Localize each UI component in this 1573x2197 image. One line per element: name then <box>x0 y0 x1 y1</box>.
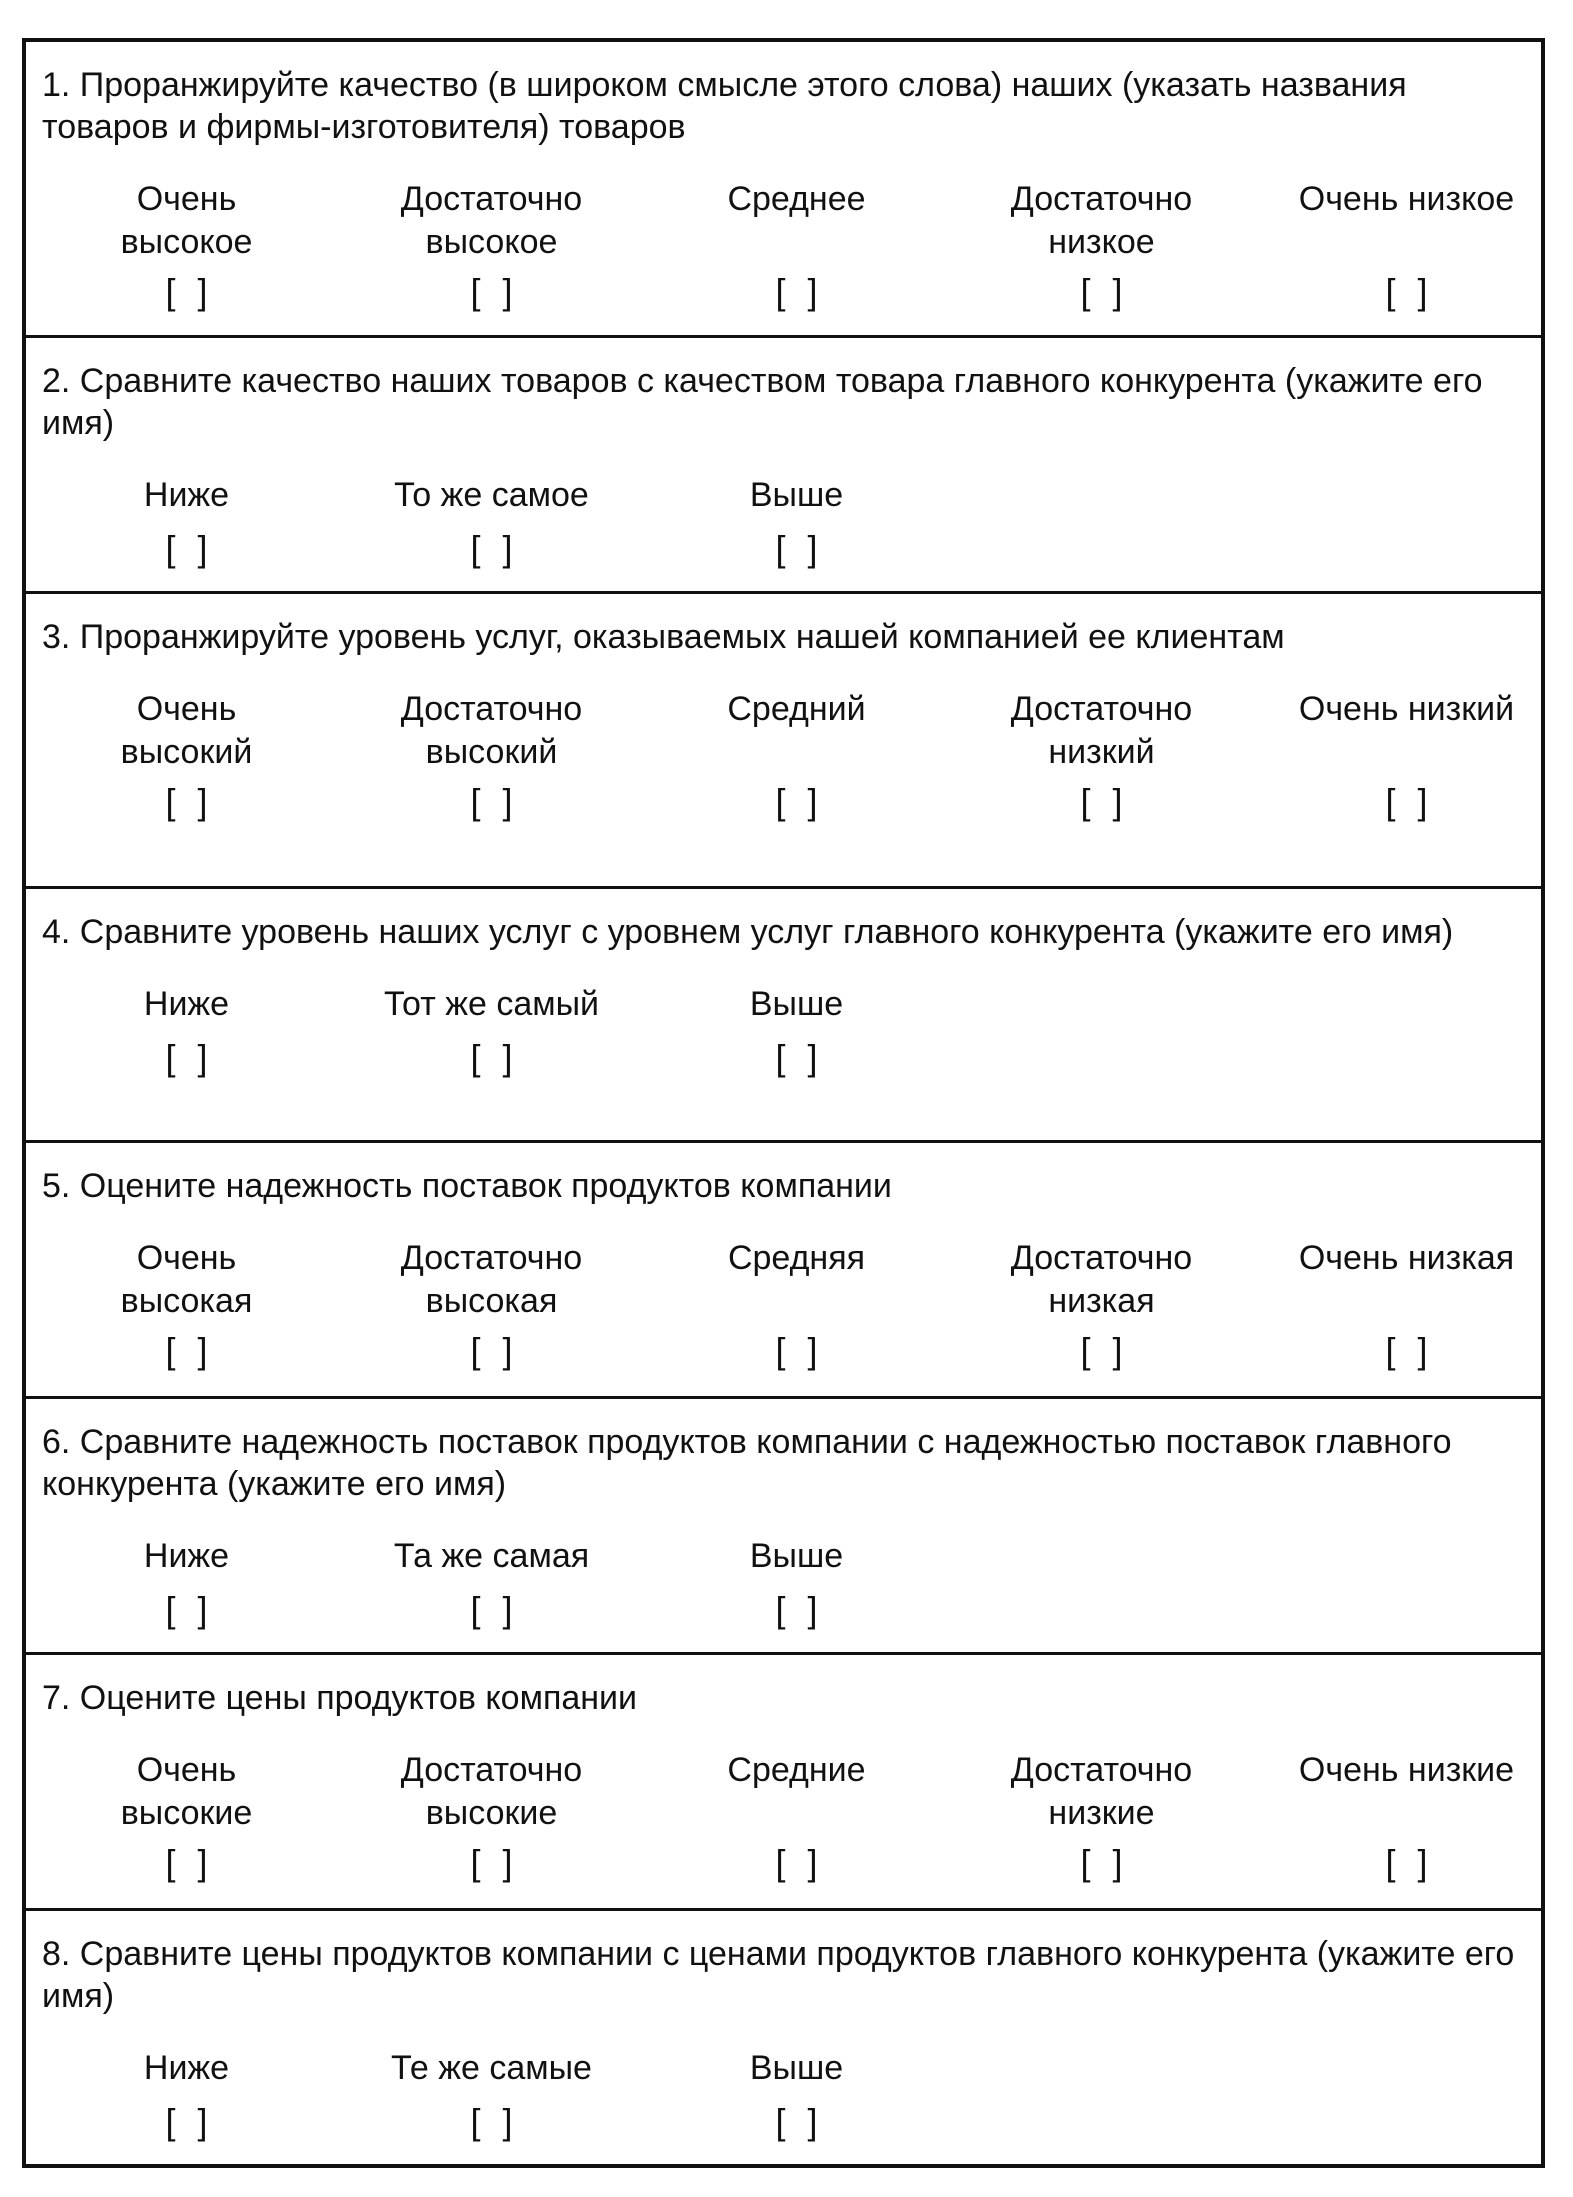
option-label: Средний <box>727 690 866 728</box>
option-label: Выше <box>749 2049 844 2087</box>
checkbox[interactable]: [ ] <box>775 271 824 312</box>
option-higher <box>644 474 949 569</box>
option-higher <box>644 983 949 1078</box>
option-fairly-high <box>339 688 644 822</box>
option-label: Выше <box>749 1537 844 1575</box>
option-very-high <box>34 1237 339 1371</box>
checkbox[interactable]: [ ] <box>1385 271 1434 312</box>
checkbox[interactable]: [ ] <box>470 1330 519 1371</box>
option-label: Очень низкое <box>1298 180 1515 218</box>
checkbox[interactable]: [ ] <box>775 1330 824 1371</box>
question-5 <box>26 1143 1541 1399</box>
answer-options <box>34 1237 1533 1371</box>
checkbox[interactable]: [ ] <box>470 1037 519 1078</box>
checkbox[interactable]: [ ] <box>1385 781 1434 822</box>
question-title: 8. Сравните цены продуктов компании с ценами продуктов главного конкурента (укажите его имя) <box>42 1935 1515 2015</box>
option-fairly-high <box>339 1237 644 1371</box>
option-label: Очень высокий <box>120 690 253 771</box>
question-7 <box>26 1655 1541 1911</box>
option-average <box>644 1749 949 1883</box>
option-label: Ниже <box>143 985 230 1023</box>
question-6 <box>26 1399 1541 1655</box>
question-title: 3. Проранжируйте уровень услуг, оказываемых нашей компанией ее клиентам <box>42 618 1285 656</box>
option-higher <box>644 2047 949 2142</box>
option-fairly-high <box>339 1749 644 1883</box>
option-label: Выше <box>749 476 844 514</box>
option-fairly-low <box>949 178 1254 312</box>
question-title: 7. Оцените цены продуктов компании <box>42 1679 638 1717</box>
option-same <box>339 2047 644 2142</box>
option-average <box>644 178 949 312</box>
checkbox[interactable]: [ ] <box>165 1842 214 1883</box>
checkbox[interactable]: [ ] <box>470 271 519 312</box>
option-very-high <box>34 178 339 312</box>
question-8 <box>26 1911 1541 2164</box>
option-label: Достаточно низкая <box>1010 1239 1193 1320</box>
checkbox[interactable]: [ ] <box>775 2101 824 2142</box>
option-fairly-high <box>339 178 644 312</box>
checkbox[interactable]: [ ] <box>165 2101 214 2142</box>
checkbox[interactable]: [ ] <box>165 1037 214 1078</box>
option-label: Средняя <box>727 1239 866 1277</box>
checkbox[interactable]: [ ] <box>165 781 214 822</box>
answer-options <box>34 2047 1533 2142</box>
option-label: Очень низкие <box>1298 1751 1515 1789</box>
option-very-high <box>34 1749 339 1883</box>
question-2 <box>26 338 1541 594</box>
option-label: Среднее <box>727 180 866 218</box>
checkbox[interactable]: [ ] <box>775 528 824 569</box>
question-4 <box>26 889 1541 1143</box>
option-higher <box>644 1535 949 1630</box>
answer-options <box>34 688 1533 822</box>
checkbox[interactable]: [ ] <box>775 1037 824 1078</box>
option-fairly-low <box>949 688 1254 822</box>
option-label: Очень низкая <box>1298 1239 1515 1277</box>
option-label: Ниже <box>143 2049 230 2087</box>
option-label: Очень высокое <box>120 180 253 261</box>
checkbox[interactable]: [ ] <box>775 1842 824 1883</box>
question-3 <box>26 594 1541 889</box>
option-label: Достаточно высокое <box>400 180 583 261</box>
checkbox[interactable]: [ ] <box>775 1589 824 1630</box>
checkbox[interactable]: [ ] <box>1080 1842 1129 1883</box>
checkbox[interactable]: [ ] <box>1385 1330 1434 1371</box>
option-label: Очень высокая <box>120 1239 253 1320</box>
checkbox[interactable]: [ ] <box>470 781 519 822</box>
option-label: Ниже <box>143 476 230 514</box>
checkbox[interactable]: [ ] <box>470 1589 519 1630</box>
option-very-low <box>1254 1237 1559 1371</box>
answer-options <box>34 1749 1533 1883</box>
option-label: Выше <box>749 985 844 1023</box>
checkbox[interactable]: [ ] <box>470 1842 519 1883</box>
checkbox[interactable]: [ ] <box>470 528 519 569</box>
option-fairly-low <box>949 1237 1254 1371</box>
checkbox[interactable]: [ ] <box>165 1330 214 1371</box>
option-label: Достаточно высокие <box>400 1751 583 1832</box>
option-same <box>339 1535 644 1630</box>
checkbox[interactable]: [ ] <box>470 2101 519 2142</box>
option-label: Очень низкий <box>1298 690 1515 728</box>
option-label: Тот же самый <box>383 985 600 1023</box>
questionnaire-form <box>22 38 1545 2168</box>
option-label: Те же самые <box>391 2049 592 2087</box>
option-label: Достаточно низкое <box>1010 180 1193 261</box>
question-1 <box>26 42 1541 338</box>
checkbox[interactable]: [ ] <box>165 1589 214 1630</box>
option-label: Достаточно низкие <box>1010 1751 1193 1832</box>
answer-options <box>34 178 1533 312</box>
option-very-low <box>1254 1749 1559 1883</box>
option-average <box>644 688 949 822</box>
option-lower <box>34 983 339 1078</box>
checkbox[interactable]: [ ] <box>1080 781 1129 822</box>
option-label: Средние <box>727 1751 866 1789</box>
question-title: 4. Сравните уровень наших услуг с уровнем услуг главного конкурента (укажите его имя) <box>42 913 1454 951</box>
option-lower <box>34 2047 339 2142</box>
question-title: 2. Сравните качество наших товаров с качеством товара главного конкурента (укажите его имя) <box>42 362 1483 442</box>
checkbox[interactable]: [ ] <box>775 781 824 822</box>
question-title: 1. Проранжируйте качество (в широком смысле этого слова) наших (указать названия товаров и фирмы-изготовителя) товаров <box>42 66 1407 146</box>
checkbox[interactable]: [ ] <box>165 528 214 569</box>
checkbox[interactable]: [ ] <box>1080 1330 1129 1371</box>
checkbox[interactable]: [ ] <box>1080 271 1129 312</box>
option-lower <box>34 474 339 569</box>
answer-options <box>34 474 1533 569</box>
option-same <box>339 983 644 1078</box>
option-label: Достаточно высокая <box>400 1239 583 1320</box>
answer-options <box>34 983 1533 1078</box>
question-title: 5. Оцените надежность поставок продуктов компании <box>42 1167 892 1205</box>
question-title: 6. Сравните надежность поставок продуктов компании с надежностью поставок главного конкурента (укажите его имя) <box>42 1423 1452 1503</box>
answer-options <box>34 1535 1533 1630</box>
option-label: Достаточно высокий <box>400 690 583 771</box>
option-fairly-low <box>949 1749 1254 1883</box>
option-label: Ниже <box>143 1537 230 1575</box>
option-same <box>339 474 644 569</box>
option-label: Очень высокие <box>120 1751 253 1832</box>
option-very-high <box>34 688 339 822</box>
checkbox[interactable]: [ ] <box>1385 1842 1434 1883</box>
option-label: Та же самая <box>393 1537 590 1575</box>
option-lower <box>34 1535 339 1630</box>
option-label: То же самое <box>394 476 589 514</box>
option-label: Достаточно низкий <box>1010 690 1193 771</box>
option-very-low <box>1254 688 1559 822</box>
option-very-low <box>1254 178 1559 312</box>
checkbox[interactable]: [ ] <box>165 271 214 312</box>
option-average <box>644 1237 949 1371</box>
